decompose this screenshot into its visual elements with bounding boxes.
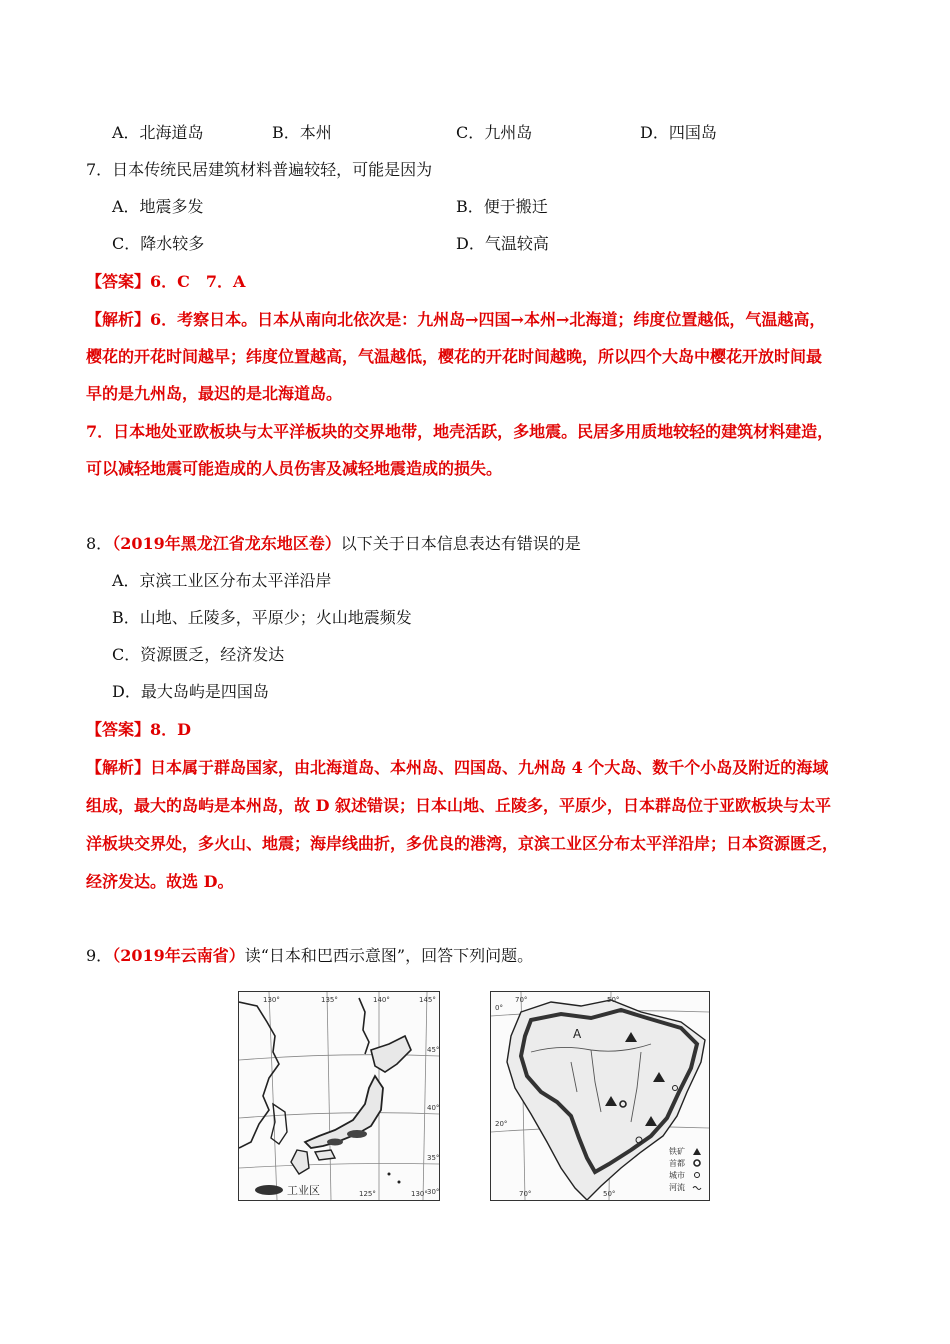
q6-option-c: C．九州岛 xyxy=(456,123,533,142)
analysis-6-text-1: 6．考察日本。日本从南向北依次是：九州岛→四国→本州→北海道；纬度位置越低，气温越高， xyxy=(150,310,826,329)
analysis-6-line-3: 早的是九州岛，最迟的是北海道岛。 xyxy=(86,384,343,403)
analysis-tag: 【解析】 xyxy=(86,758,151,777)
answer-8 xyxy=(86,718,191,742)
brazil-lon-label-1: 70° xyxy=(515,996,528,1004)
brazil-bottom-label-1: 70° xyxy=(519,1190,532,1198)
answer-text: 6．C 7．A xyxy=(150,272,246,291)
region-a-label: A xyxy=(573,1027,582,1041)
japan-bottom-label-1: 125° xyxy=(359,1190,376,1198)
analysis-tag: 【解析】 xyxy=(86,310,151,329)
answer-6-7 xyxy=(86,270,245,294)
q9-stem xyxy=(86,944,533,968)
industrial-zone-legend-icon xyxy=(255,1185,283,1195)
q9-source: （2019年云南省） xyxy=(112,946,245,965)
q6-option-a: A．北海道岛 xyxy=(112,123,204,142)
japan-lat-label-1: 45° xyxy=(427,1046,440,1054)
analysis-7-line-1: 7．日本地处亚欧板块与太平洋板块的交界地带，地壳活跃，多地震。民居多用质地较轻的建筑材料建造， xyxy=(86,422,834,441)
japan-map xyxy=(238,991,440,1201)
q8-option-c: C．资源匮乏，经济发达 xyxy=(112,645,285,664)
q7-option-a: A．地震多发 xyxy=(112,197,204,216)
q6-option-d: D．四国岛 xyxy=(640,123,717,142)
japan-lat-label-2: 40° xyxy=(427,1104,440,1112)
q7-option-d: D．气温较高 xyxy=(456,234,549,253)
japan-lat-label-4: 30° xyxy=(427,1188,440,1196)
legend-city-label: 城市 xyxy=(669,1171,685,1180)
q8-text: 以下关于日本信息表达有错误的是 xyxy=(340,534,581,553)
q8-option-a: A．京滨工业区分布太平洋沿岸 xyxy=(112,571,332,590)
legend-capital-label: 首都 xyxy=(669,1159,685,1168)
analysis-8-line-3: 洋板块交界处，多火山、地震；海岸线曲折，多优良的港湾，京滨工业区分布太平洋沿岸；日本资源匮乏， xyxy=(86,834,839,853)
japan-lon-label-1: 130° xyxy=(263,996,280,1004)
q6-option-b: B．本州 xyxy=(272,123,332,142)
answer-tag: 【答案】 xyxy=(86,272,151,291)
brazil-lat-label-1: 0° xyxy=(495,1004,503,1012)
q9-number: 9． xyxy=(86,946,113,965)
analysis-8-text-1: 日本属于群岛国家，由北海道岛、本州岛、四国岛、九州岛 4 个大岛、数千个小岛及附近的海域 xyxy=(150,758,829,777)
japan-lon-label-3: 140° xyxy=(373,996,390,1004)
japan-legend-label: 工业区 xyxy=(287,1184,320,1197)
q7-option-b: B．便于搬迁 xyxy=(456,197,548,216)
japan-lon-label-4: 145° xyxy=(419,996,436,1004)
q8-source: （2019年黑龙江省龙东地区卷） xyxy=(112,534,341,553)
q8-number: 8． xyxy=(86,534,113,553)
analysis-6-line-1 xyxy=(86,308,825,332)
q8-stem xyxy=(86,532,581,556)
q9-text: 读“日本和巴西示意图”，回答下列问题。 xyxy=(244,946,534,965)
brazil-lat-label-2: 20° xyxy=(495,1120,508,1128)
answer-tag: 【答案】 xyxy=(86,720,151,739)
q8-option-b: B．山地、丘陵多，平原少；火山地震频发 xyxy=(112,608,412,627)
analysis-8-line-2: 组成，最大的岛屿是本州岛，故 D 叙述错误；日本山地、丘陵多，平原少，日本群岛位于亚欧板块与太平 xyxy=(86,796,832,815)
japan-lat-label-3: 35° xyxy=(427,1154,440,1162)
brazil-bottom-label-2: 50° xyxy=(603,1190,616,1198)
q8-option-d: D．最大岛屿是四国岛 xyxy=(112,682,269,701)
legend-iron-label: 铁矿 xyxy=(669,1147,685,1156)
analysis-7-line-2: 可以减轻地震可能造成的人员伤害及减轻地震造成的损失。 xyxy=(86,459,503,478)
japan-bottom-label-2: 130° xyxy=(411,1190,428,1198)
q7-stem: 7．日本传统民居建筑材料普遍较轻，可能是因为 xyxy=(86,160,433,179)
legend-river-label: 河流 xyxy=(669,1183,685,1192)
brazil-lon-label-2: 50° xyxy=(607,996,620,1004)
analysis-8-line-4: 经济发达。故选 D。 xyxy=(86,872,234,891)
japan-lon-label-2: 135° xyxy=(321,996,338,1004)
analysis-8-line-1 xyxy=(86,756,828,780)
analysis-6-line-2: 樱花的开花时间越早；纬度位置越高，气温越低，樱花的开花时间越晚，所以四个大岛中樱花开放时间最 xyxy=(86,347,823,366)
brazil-map xyxy=(490,991,710,1201)
q7-option-c: C．降水较多 xyxy=(112,234,205,253)
answer-text: 8．D xyxy=(150,720,192,739)
